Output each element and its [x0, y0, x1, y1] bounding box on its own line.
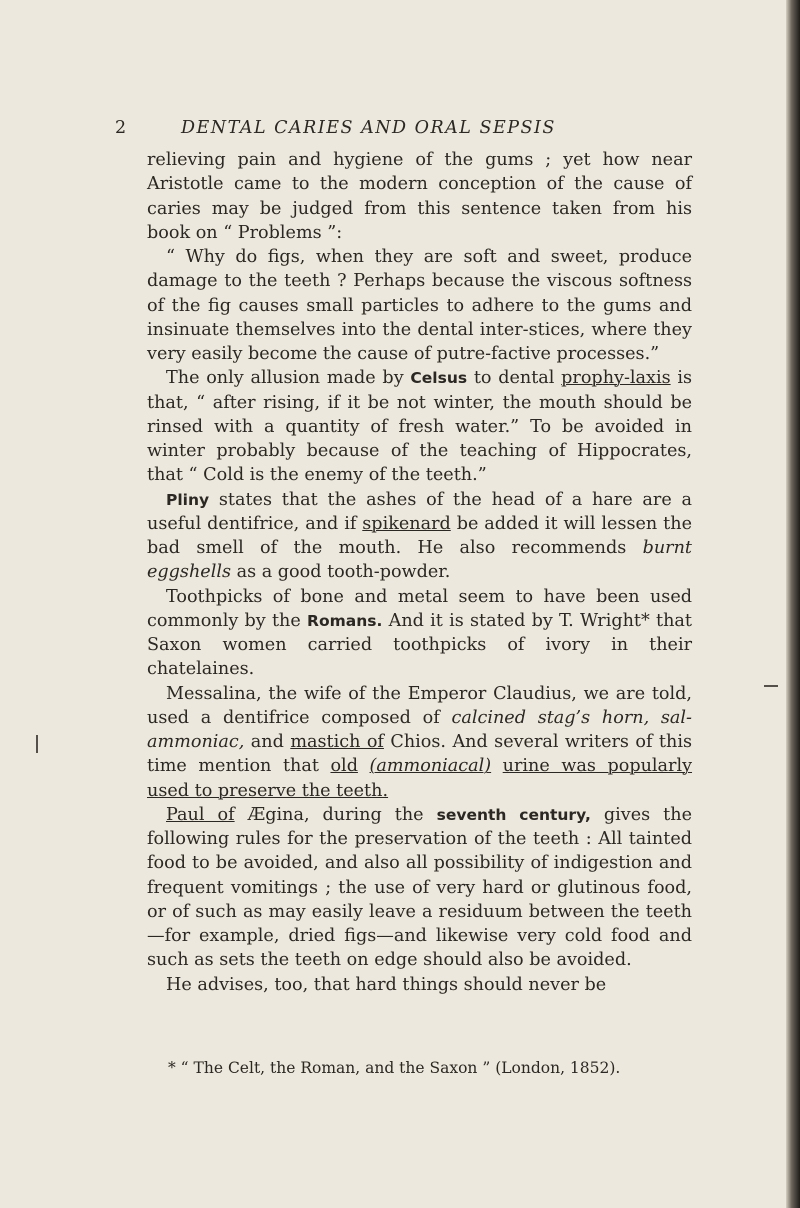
text-run: old: [330, 756, 358, 777]
paragraph-p6: [147, 682, 692, 803]
paragraph-p8: [147, 973, 692, 997]
paragraph-p3: [147, 366, 692, 487]
text-run: Paul of: [166, 804, 235, 825]
text-run: gives the following rules for the preservation of the teeth : All tainted food to be avoided, and also all possibility of indigestion and frequent vomitings ; the use of very hard or glutinous food, or of such as may easily leave a residuum between the teeth—for example, dried figs—and likewise very cold food and such as sets the teeth on edge should also be avoided.: [147, 804, 692, 971]
text-run: seventh century,: [436, 805, 591, 824]
text-run: And it is stated by T. Wright* that Saxon women carried toothpicks of ivory in their chatelaines.: [147, 610, 692, 680]
text-run: “ Why do figs, when they are soft and sweet, produce damage to the teeth ? Perhaps because the viscous softness of the fig causes small particles to adhere to the gums and insinuate themselves into the dental inter-stices, where they very easily become the cause of putre-factive processes.”: [147, 247, 692, 364]
text-run: urine was popularly used to preserve the teeth.: [147, 756, 693, 801]
text-run: prophy-laxis: [561, 368, 671, 389]
text-run: spikenard: [362, 513, 451, 534]
text-run: burnt eggshells: [147, 538, 692, 583]
paragraph-p2: [147, 245, 692, 366]
page-number: 2: [115, 118, 128, 138]
margin-mark: [36, 735, 38, 753]
text-run: [358, 756, 370, 776]
text-run: Toothpicks of bone and metal seem to have been used commonly by the: [147, 586, 692, 631]
text-run: He advises, too, that hard things should never be: [166, 974, 607, 995]
footnote: * “ The Celt, the Roman, and the Saxon ” (London, 1852).: [168, 1059, 621, 1077]
margin-mark: [764, 685, 778, 687]
text-run: Messalina, the wife of the Emperor Claudius, we are told, used a dentifrice composed of: [147, 683, 692, 728]
paragraph-p1: [147, 148, 692, 245]
text-run: and: [244, 732, 291, 752]
running-header: [115, 118, 675, 138]
text-run: calcined stag’s horn, sal-ammoniac,: [147, 707, 692, 752]
text-run: Romans.: [307, 611, 383, 630]
body-text: [147, 148, 692, 997]
text-run: [491, 756, 503, 776]
text-run: The only allusion made by: [166, 368, 411, 389]
text-run: (ammoniacal): [369, 756, 492, 777]
text-run: relieving pain and hygiene of the gums ; yet how near Aristotle came to the modern conception of the cause of caries may be judged from this sentence taken from his book on “ Problems ”:: [147, 150, 692, 243]
text-run: Ægina, during the: [234, 804, 437, 825]
paragraph-p7: [147, 803, 692, 973]
paragraph-p5: [147, 585, 692, 682]
text-run: Celsus: [410, 369, 468, 388]
text-run: Chios. And several writers of this time mention that: [147, 732, 692, 777]
text-run: mastich of: [290, 732, 384, 752]
paragraph-p4: [147, 488, 692, 585]
text-run: be added it will lessen the bad smell of the mouth. He also recommends: [147, 513, 692, 558]
text-run: to dental: [467, 368, 562, 389]
text-run: as a good tooth-powder.: [231, 562, 451, 583]
text-run: is that, “ after rising, if it be not winter, the mouth should be rinsed with a quantity of fresh water.” To be avoided in winter probably because of the teaching of Hippocrates, that “ Cold is the enemy of the teeth.”: [147, 368, 693, 486]
text-run: states that the ashes of the head of a hare are a useful dentifrice, and if: [147, 489, 692, 534]
page-edge-shadow: [786, 0, 800, 1208]
running-title: DENTAL CARIES AND ORAL SEPSIS: [181, 118, 556, 138]
text-run: Pliny: [166, 490, 210, 509]
